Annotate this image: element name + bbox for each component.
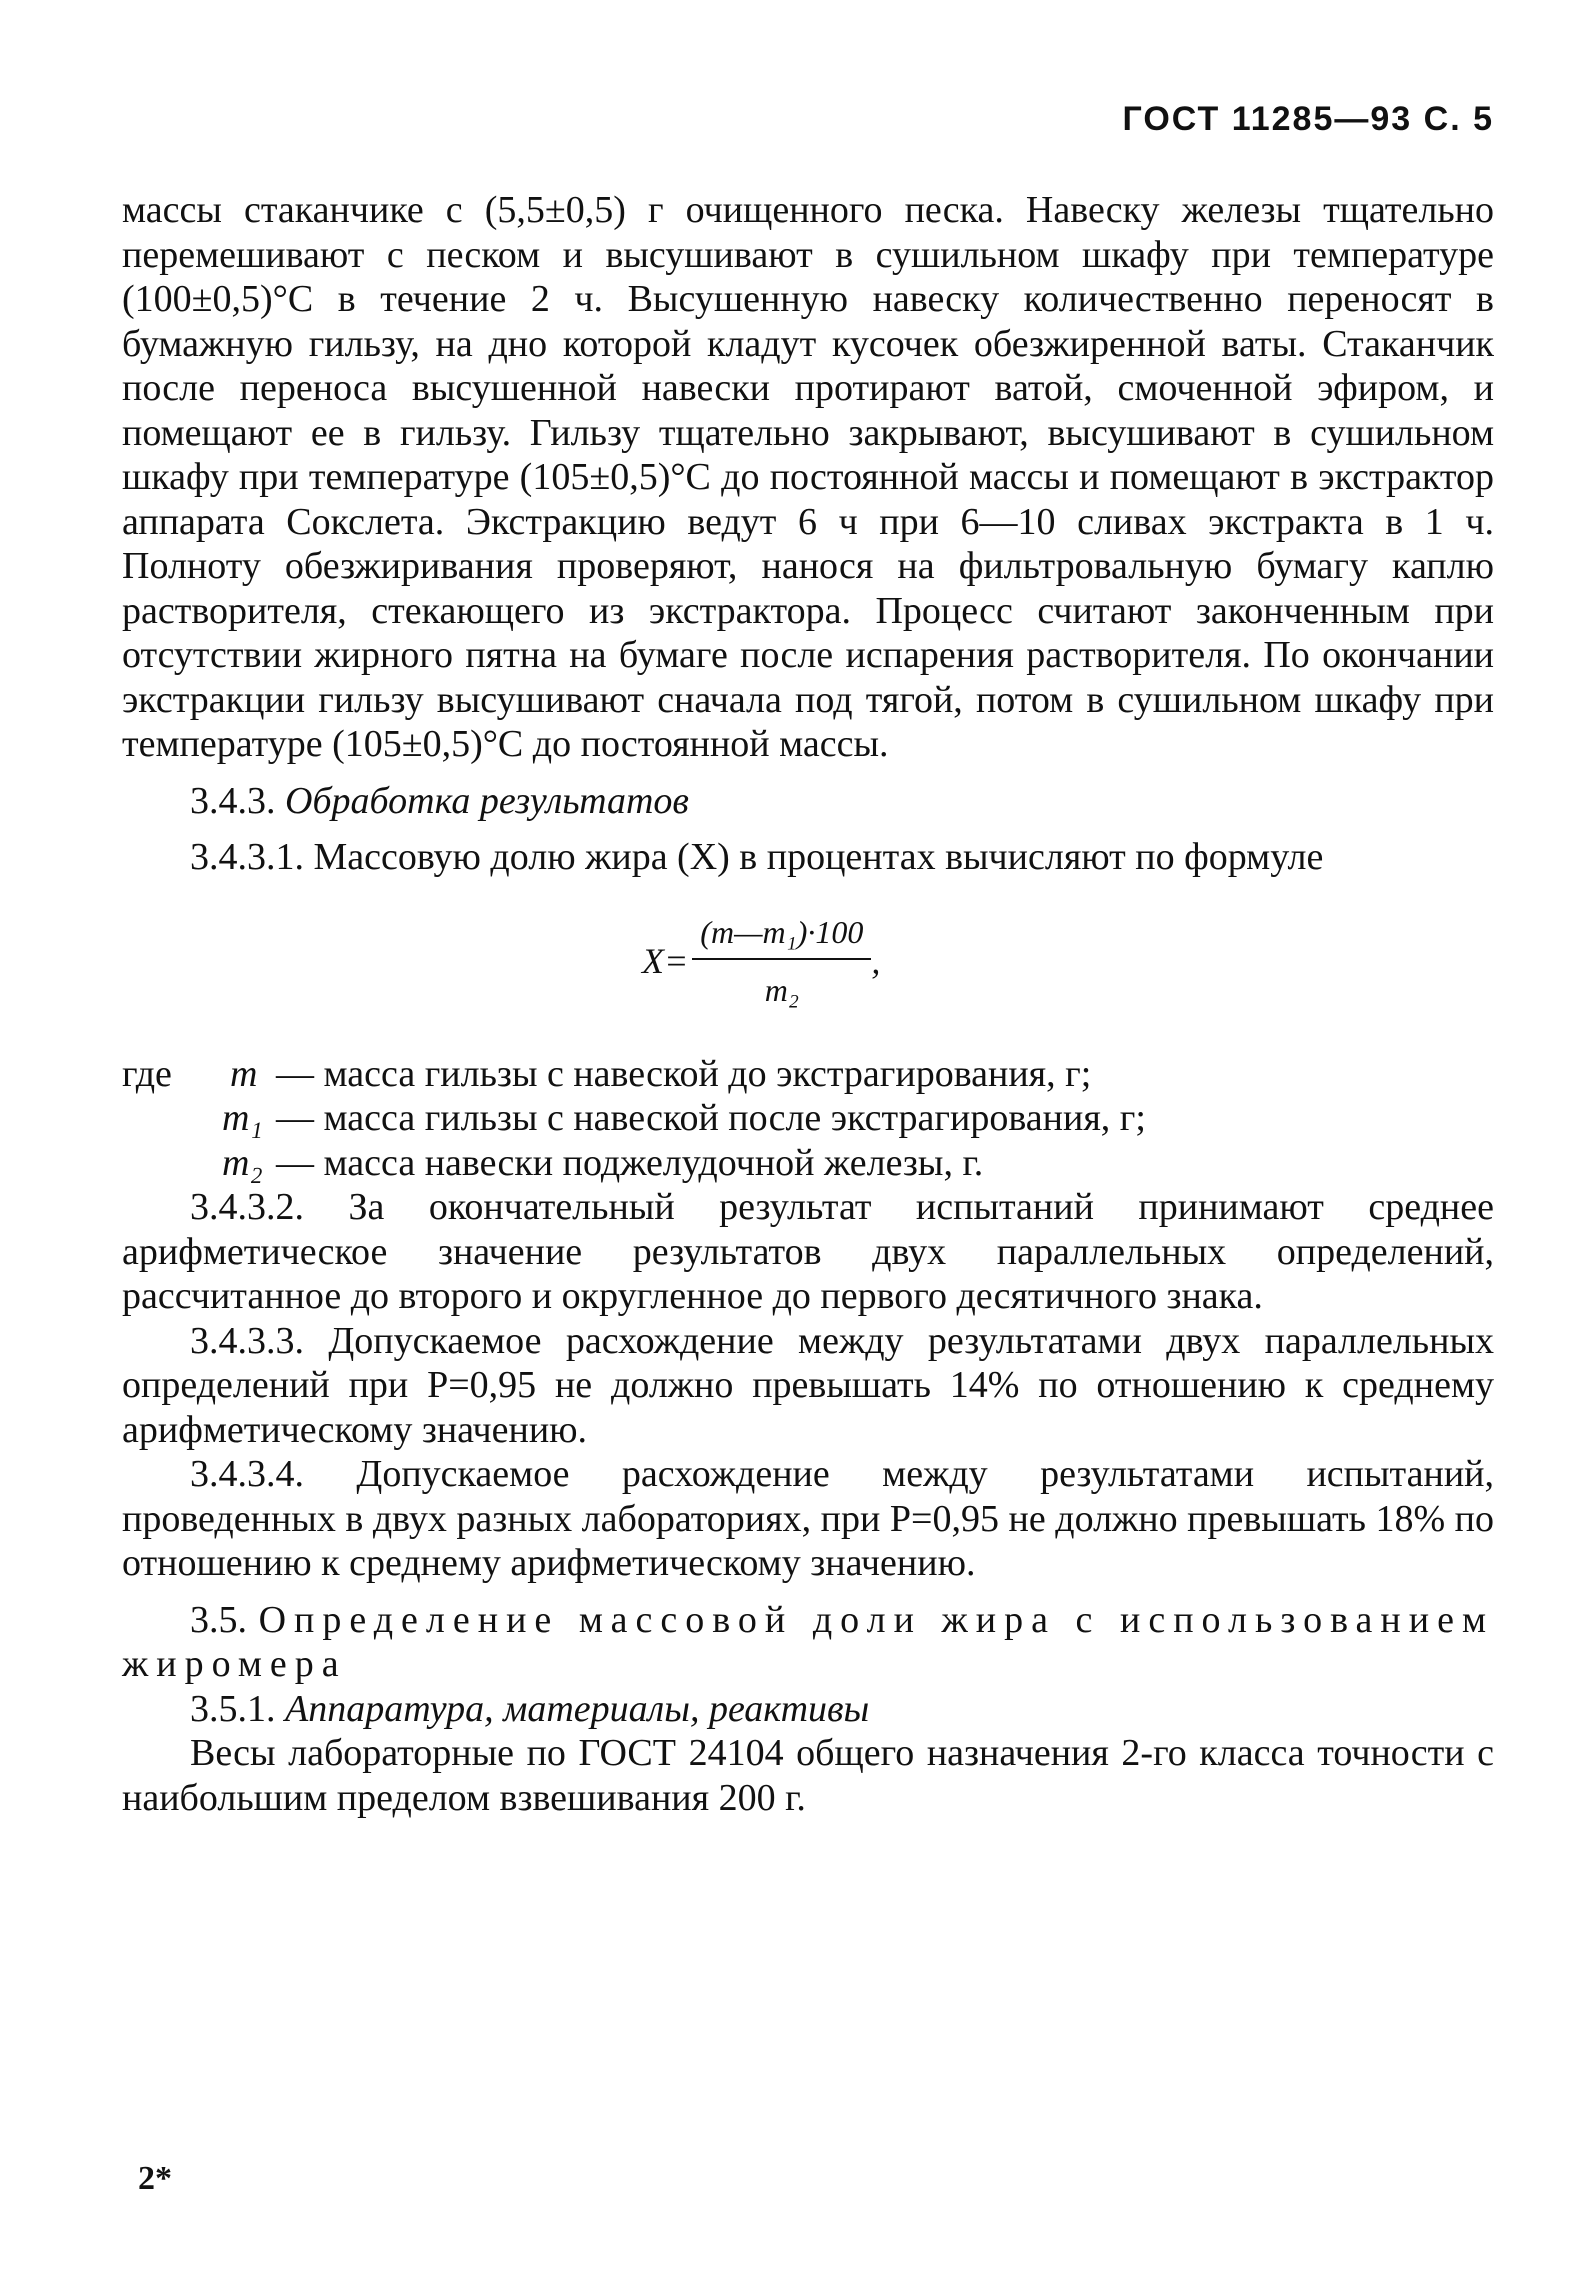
document-body — [122, 188, 1494, 1820]
paragraph-3-4-3-1: 3.4.3.1. Массовую долю жира (X) в процентах вычисляют по формуле — [190, 836, 1324, 878]
legend-var: m — [230, 1052, 258, 1095]
formula-block — [122, 898, 1494, 1038]
legend-desc: — масса навески поджелудочной железы, г. — [276, 1141, 984, 1184]
fat-fraction-formula — [642, 910, 880, 1013]
formula-numerator: (m—m₁)·100 — [692, 910, 871, 961]
formula-denominator: m₂ — [764, 972, 799, 1008]
paragraph-3-4-3-2: 3.4.3.2. За окончательный результат испытаний принимают среднее арифметическое значение результатов двух параллельных определений, рассчитанное до второго и округленное до первого десятичного знака. — [122, 1186, 1494, 1317]
section-title: Обработка результатов — [285, 779, 689, 822]
legend-lead: где — [122, 1052, 172, 1095]
section-number: 3.5. — [190, 1598, 247, 1641]
legend-item — [122, 1096, 1494, 1141]
section-3-5-1-heading — [122, 1687, 1494, 1732]
legend-desc: — масса гильзы с навеской после экстрагирования, г; — [276, 1097, 1146, 1139]
legend-var: m₁ — [222, 1097, 263, 1139]
paragraph-sample-prep: массы стаканчике с (5,5±0,5) г очищенного песка. Навеску железы тщательно перемешивают с песком и высушивают в сушильном шкафу при температуре (100±0,5)°С в течение 2 ч. Высушенную навеску количественно переносят в бумажную гильзу, на дно которой кладут кусочек обезжиренной ваты. Стаканчик после переноса высушенной навески протирают ватой, смоченной эфиром, и помещают ее в гильзу. Гильзу тщательно закрывают, высушивают в сушильном шкафу при температуре (105±0,5)°С до постоянной массы и помещают в экстрактор аппарата Сокслета. Экстракцию ведут 6 ч при 6—10 сливах экстракта в 1 ч. Полноту обезжиривания проверяют, нанося на фильтровальную бумагу каплю растворителя, стекающего из экстрактора. Процесс считают законченным при отсутствии жирного пятна на бумаге после испарения растворителя. По окончании экстракции гильзу высушивают сначала под тягой, потом в сушильном шкафу при температуре (105±0,5)°С до постоянной массы. — [122, 189, 1494, 765]
section-title: Определение массовой доли жира с использованием жиромера — [122, 1598, 1494, 1685]
section-3-5-heading — [122, 1598, 1494, 1687]
legend-item — [122, 1052, 1494, 1097]
paragraph-3-5-1-body: Весы лабораторные по ГОСТ 24104 общего назначения 2-го класса точности с наибольшим пределом взвешивания 200 г. — [122, 1732, 1494, 1819]
section-number: 3.4.3. — [190, 779, 276, 822]
section-title: Аппаратура, материалы, реактивы — [285, 1687, 870, 1730]
formula-lhs: X= — [642, 940, 689, 981]
legend-desc: — масса гильзы с навеской до экстрагирования, г; — [276, 1052, 1092, 1095]
section-number: 3.5.1. — [190, 1687, 276, 1730]
legend-item — [122, 1141, 1494, 1186]
paragraph-3-4-3-4: 3.4.3.4. Допускаемое расхождение между результатами испытаний, проведенных в двух разных лабораториях, при P=0,95 не должно превышать 18% по отношению к среднему арифметическому значению. — [122, 1453, 1494, 1584]
legend-var: m₂ — [222, 1141, 263, 1184]
formula-fraction — [692, 910, 871, 1013]
page-header: ГОСТ 11285—93 С. 5 — [1122, 100, 1494, 138]
variable-legend — [122, 1052, 1494, 1186]
paragraph-3-4-3-3: 3.4.3.3. Допускаемое расхождение между результатами двух параллельных определений при P=0,95 не должно превышать 14% по отношению к среднему арифметическому значению. — [122, 1319, 1494, 1451]
page-mark: 2* — [138, 2160, 172, 2197]
formula-trail: , — [871, 940, 881, 981]
section-3-4-3-heading — [122, 779, 1494, 824]
